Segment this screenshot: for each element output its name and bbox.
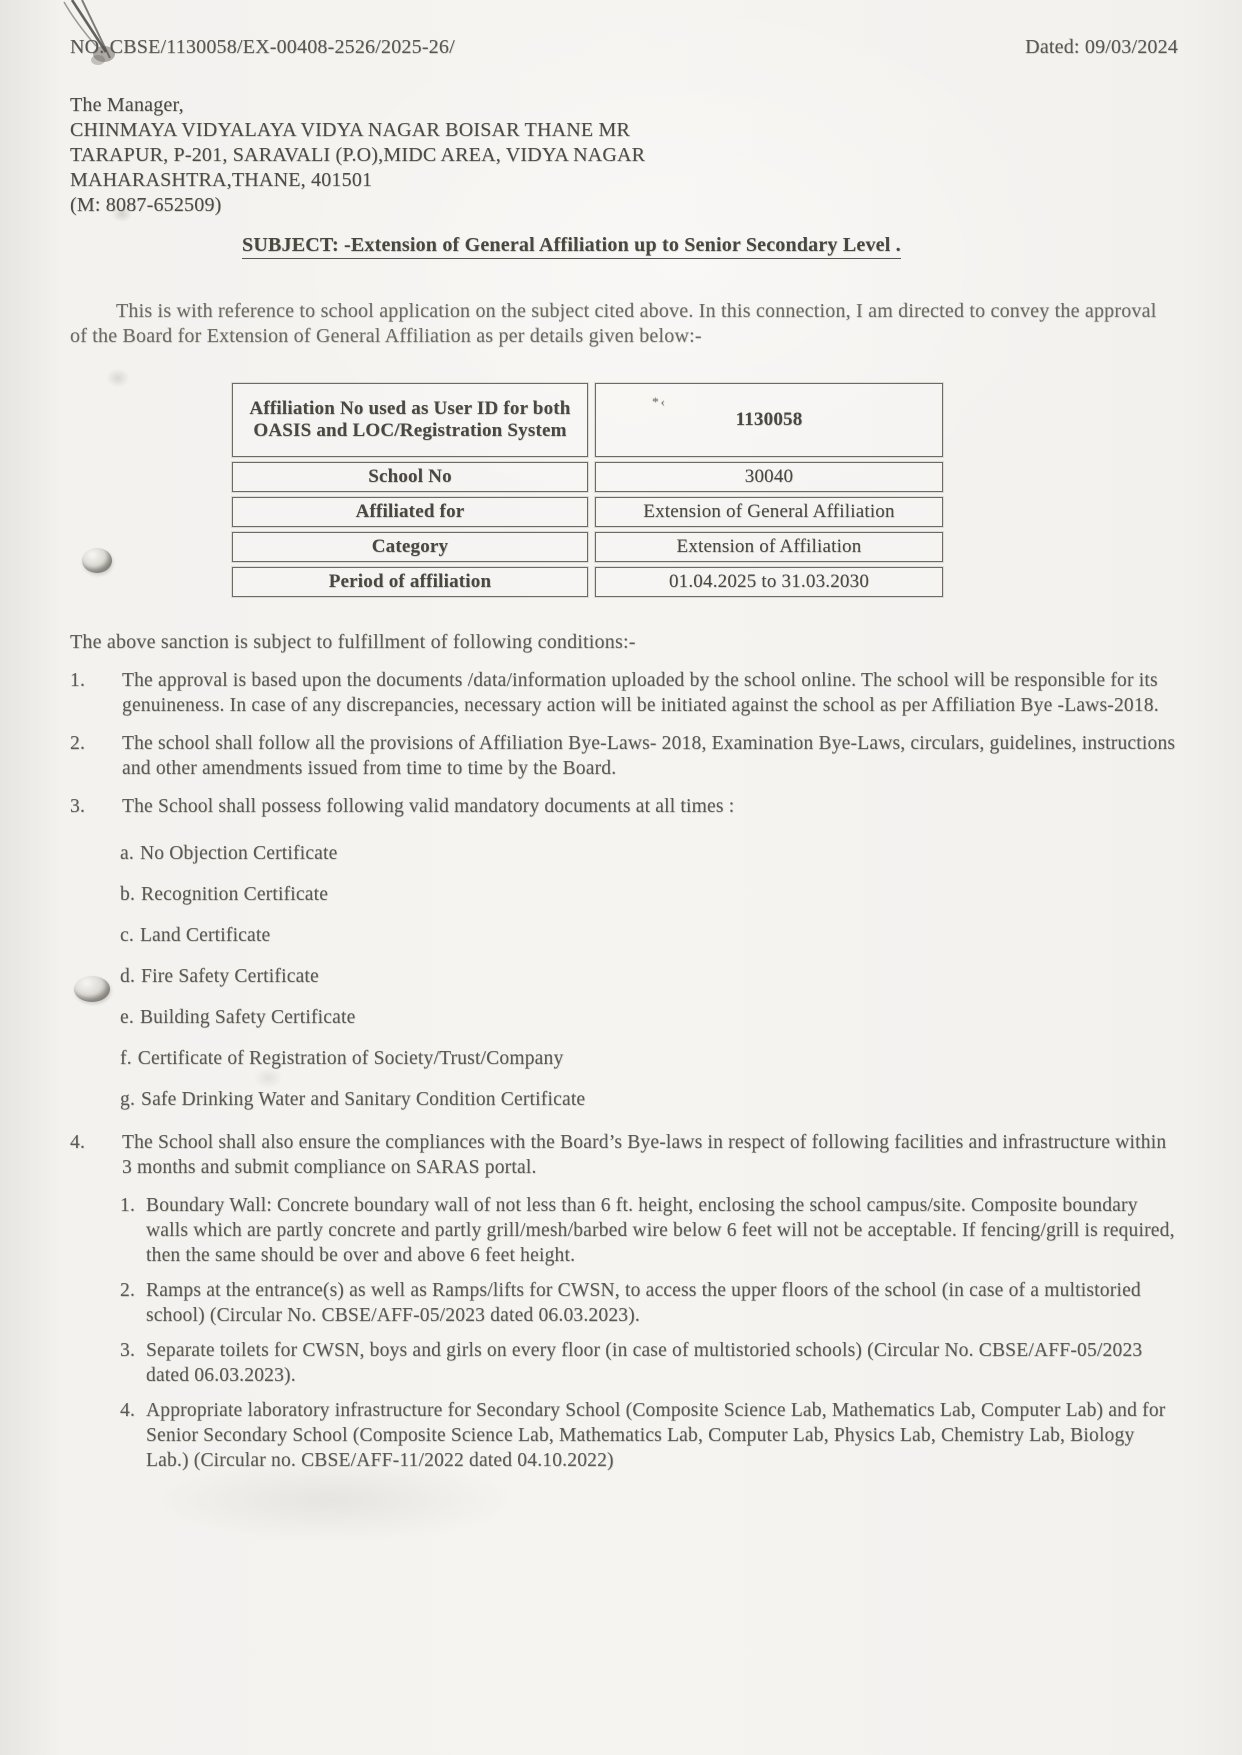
facility-number: 1. [120, 1195, 136, 1216]
facility-number: 4. [120, 1400, 136, 1421]
table-value-period: 01.04.2025 to 31.03.2030 [595, 567, 943, 597]
facility-text: Separate toilets for CWSN, boys and girls on every floor (in case of multistoried schools) (Circular No. CBSE/AFF-05/2023 dated 06.03.2023). [146, 1340, 1143, 1386]
letter-header [70, 36, 1178, 59]
condition-number: 4. [70, 1132, 86, 1153]
condition-item-3 [70, 794, 1178, 819]
recipient-line: The Manager, [70, 94, 184, 116]
table-value-affiliated-for: Extension of General Affiliation [595, 497, 943, 527]
document-letter: a. [120, 843, 134, 864]
document-text: Recognition Certificate [141, 884, 329, 905]
document-text: Building Safety Certificate [139, 1007, 356, 1028]
recipient-line: (M: 8087-652509) [70, 194, 222, 216]
table-label-category: Category [232, 532, 588, 562]
table-value-school-no: 30040 [595, 462, 943, 492]
recipient-address [70, 93, 1178, 218]
letter-date: Dated: 09/03/2024 [1025, 36, 1178, 58]
facility-text: Appropriate laboratory infrastructure for Secondary School (Composite Science Lab, Mathematics Lab, Computer Lab) and for Senior Secondary School (Composite Science Lab, Mathematics Lab, Computer Lab, Physics Lab, Chemistry Lab, Biology Lab.) (Circular no. CBSE/AFF-11/2022 dated 04.10.2022) [146, 1400, 1166, 1471]
pen-mark [652, 394, 667, 410]
mandatory-documents-list [120, 843, 1178, 1111]
subject-row [242, 234, 1178, 257]
facility-item [120, 1338, 1178, 1388]
condition-text: The approval is based upon the documents /data/information uploaded by the school online. The school will be responsible for its genuineness. In case of any discrepancies, necessary action will be initiated against the school as per Affiliation Bye -Laws-2018. [122, 670, 1159, 716]
document-item [120, 966, 1178, 988]
facilities-list [120, 1193, 1178, 1473]
condition-number: 2. [70, 733, 86, 754]
facility-number: 2. [120, 1280, 136, 1301]
document-text: No Objection Certificate [139, 843, 338, 864]
document-text: Fire Safety Certificate [141, 966, 319, 987]
condition-item-4 [70, 1130, 1178, 1180]
document-item [120, 1007, 1178, 1029]
document-letter: b. [120, 884, 136, 905]
facility-text: Boundary Wall: Concrete boundary wall of not less than 6 ft. height, enclosing the school campus/site. Composite boundary walls which are partly concrete and partly grill/mesh/barbed wire below 6 feet will not be acceptable. If fencing/grill is required, then the same should be over and above 6 feet height. [146, 1195, 1175, 1266]
reference-number: NO. CBSE/1130058/EX-00408-2526/2025-26/ [70, 36, 455, 58]
facility-item [120, 1398, 1178, 1473]
table-value-affiliation-no: *‹ 1130058 [595, 383, 943, 457]
condition-text: The School shall also ensure the compliances with the Board’s Bye-laws in respect of following facilities and infrastructure within 3 months and submit compliance on SARAS portal. [122, 1132, 1167, 1178]
condition-item-1 [70, 668, 1178, 718]
condition-number: 3. [70, 796, 86, 817]
recipient-line: CHINMAYA VIDYALAYA VIDYA NAGAR BOISAR THANE MR [70, 119, 631, 141]
table-label-school-no: School No [232, 462, 588, 492]
sanction-heading: The above sanction is subject to fulfillment of following conditions:- [70, 631, 636, 653]
document-text: Safe Drinking Water and Sanitary Condition Certificate [141, 1089, 586, 1110]
document-letter: d. [120, 966, 136, 987]
document-text: Land Certificate [139, 925, 271, 946]
facility-item [120, 1278, 1178, 1328]
condition-number: 1. [70, 670, 86, 691]
document-letter: e. [120, 1007, 134, 1028]
table-label-affiliation-no: Affiliation No used as User ID for both OASIS and LOC/Registration System [232, 383, 588, 457]
recipient-line: MAHARASHTRA,THANE, 401501 [70, 169, 373, 191]
condition-item-2 [70, 731, 1178, 781]
document-item [120, 843, 1178, 865]
document-letter: f. [120, 1048, 132, 1069]
recipient-line: TARAPUR, P-201, SARAVALI (P.O),MIDC AREA, VIDYA NAGAR [70, 144, 646, 166]
document-text: Certificate of Registration of Society/Trust/Company [137, 1048, 564, 1069]
table-label-period: Period of affiliation [232, 567, 588, 597]
document-item [120, 884, 1178, 906]
document-item [120, 1089, 1178, 1111]
subject-line: SUBJECT: -Extension of General Affiliation up to Senior Secondary Level . [242, 234, 901, 259]
document-item [120, 925, 1178, 947]
condition-text: The school shall follow all the provisions of Affiliation Bye-Laws- 2018, Examination Bye-Laws, circulars, guidelines, instructions and other amendments issued from time to time by the Board. [122, 733, 1176, 779]
affiliation-table [232, 383, 1178, 597]
table-label-affiliated-for: Affiliated for [232, 497, 588, 527]
facility-text: Ramps at the entrance(s) as well as Ramps/lifts for CWSN, to access the upper floors of the school (in case of a multistoried school) (Circular No. CBSE/AFF-05/2023 dated 06.03.2023). [146, 1280, 1141, 1326]
facility-item [120, 1193, 1178, 1268]
table-value-category: Extension of Affiliation [595, 532, 943, 562]
document-letter: g. [120, 1089, 136, 1110]
intro-paragraph: This is with reference to school application on the subject cited above. In this connection, I am directed to convey the approval of the Board for Extension of General Affiliation as per details given below:- [70, 300, 1157, 347]
facility-number: 3. [120, 1340, 136, 1361]
condition-text: The School shall possess following valid mandatory documents at all times : [122, 796, 735, 817]
document-letter: c. [120, 925, 134, 946]
document-item [120, 1048, 1178, 1070]
